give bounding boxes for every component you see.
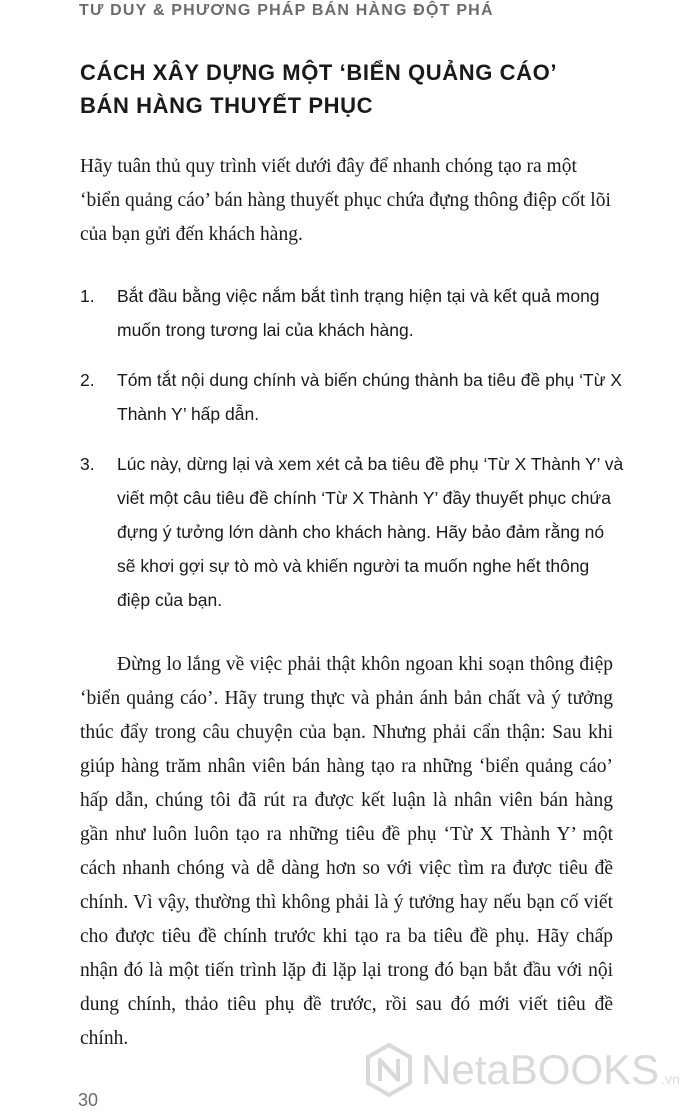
intro-paragraph: Hãy tuân thủ quy trình viết dưới đây để nhanh chóng tạo ra một ‘biển quảng cáo’ bán hàng thuyết phục chứa đựng thông điệp cốt lõi của bạn gửi đến khách hàng. (80, 156, 611, 245)
steps-list (80, 279, 625, 633)
section-title (80, 56, 557, 122)
step-item (80, 279, 625, 347)
section-title-line-2: BÁN HÀNG THUYẾT PHỤC (80, 93, 374, 118)
step-text: Tóm tắt nội dung chính và biến chúng thành ba tiêu đề phụ ‘Từ X Thành Y’ hấp dẫn. (117, 370, 622, 424)
step-number: 2. (80, 370, 95, 390)
running-header: TƯ DUY & PHƯƠNG PHÁP BÁN HÀNG ĐỘT PHÁ (79, 2, 494, 19)
step-text: Bắt đầu bằng việc nắm bắt tình trạng hiện tại và kết quả mong muốn trong tương lai của khách hàng. (117, 286, 600, 340)
body-paragraph: Đừng lo lắng về việc phải thật khôn ngoan khi soạn thông điệp ‘biển quảng cáo’. Hãy trung thực và phản ánh bản chất và ý tưởng thúc đẩy trong câu chuyện của bạn. Nhưng phải cẩn thận: Sau khi giúp hàng trăm nhân viên bán hàng tạo ra những ‘biển quảng cáo’ hấp dẫn, chúng tôi đã rút ra được kết luận là nhân viên bán hàng gần như luôn luôn tạo ra những tiêu đề phụ ‘Từ X Thành Y’ một cách nhanh chóng và dễ dàng hơn so với việc tìm ra được tiêu đề chính. Vì vậy, thường thì không phải là ý tưởng hay nếu bạn cố viết cho được tiêu đề chính trước khi tạo ra ba tiêu đề phụ. Hãy chấp nhận đó là một tiến trình lặp đi lặp lại trong đó bạn bắt đầu với nội dung chính, thảo tiêu phụ đề trước, rồi sau đó mới viết tiêu đề chính. (80, 654, 613, 1049)
step-text: Lúc này, dừng lại và xem xét cả ba tiêu đề phụ ‘Từ X Thành Y’ và viết một câu tiêu đề chính ‘Từ X Thành Y’ đầy thuyết phục chứa đựng ý tưởng lớn dành cho khách hàng. Hãy bảo đảm rằng nó sẽ khơi gợi sự tò mò và khiến người ta muốn nghe hết thông điệp của bạn. (117, 454, 624, 610)
page-number: 30 (78, 1090, 99, 1110)
step-item (80, 363, 625, 431)
watermark-text: NetaBOOKS .vn (421, 1046, 680, 1093)
step-item (80, 447, 625, 617)
step-number: 1. (80, 286, 95, 306)
section-title-line-1: CÁCH XÂY DỰNG MỘT ‘BIỂN QUẢNG CÁO’ (80, 60, 558, 85)
step-number: 3. (80, 454, 95, 474)
